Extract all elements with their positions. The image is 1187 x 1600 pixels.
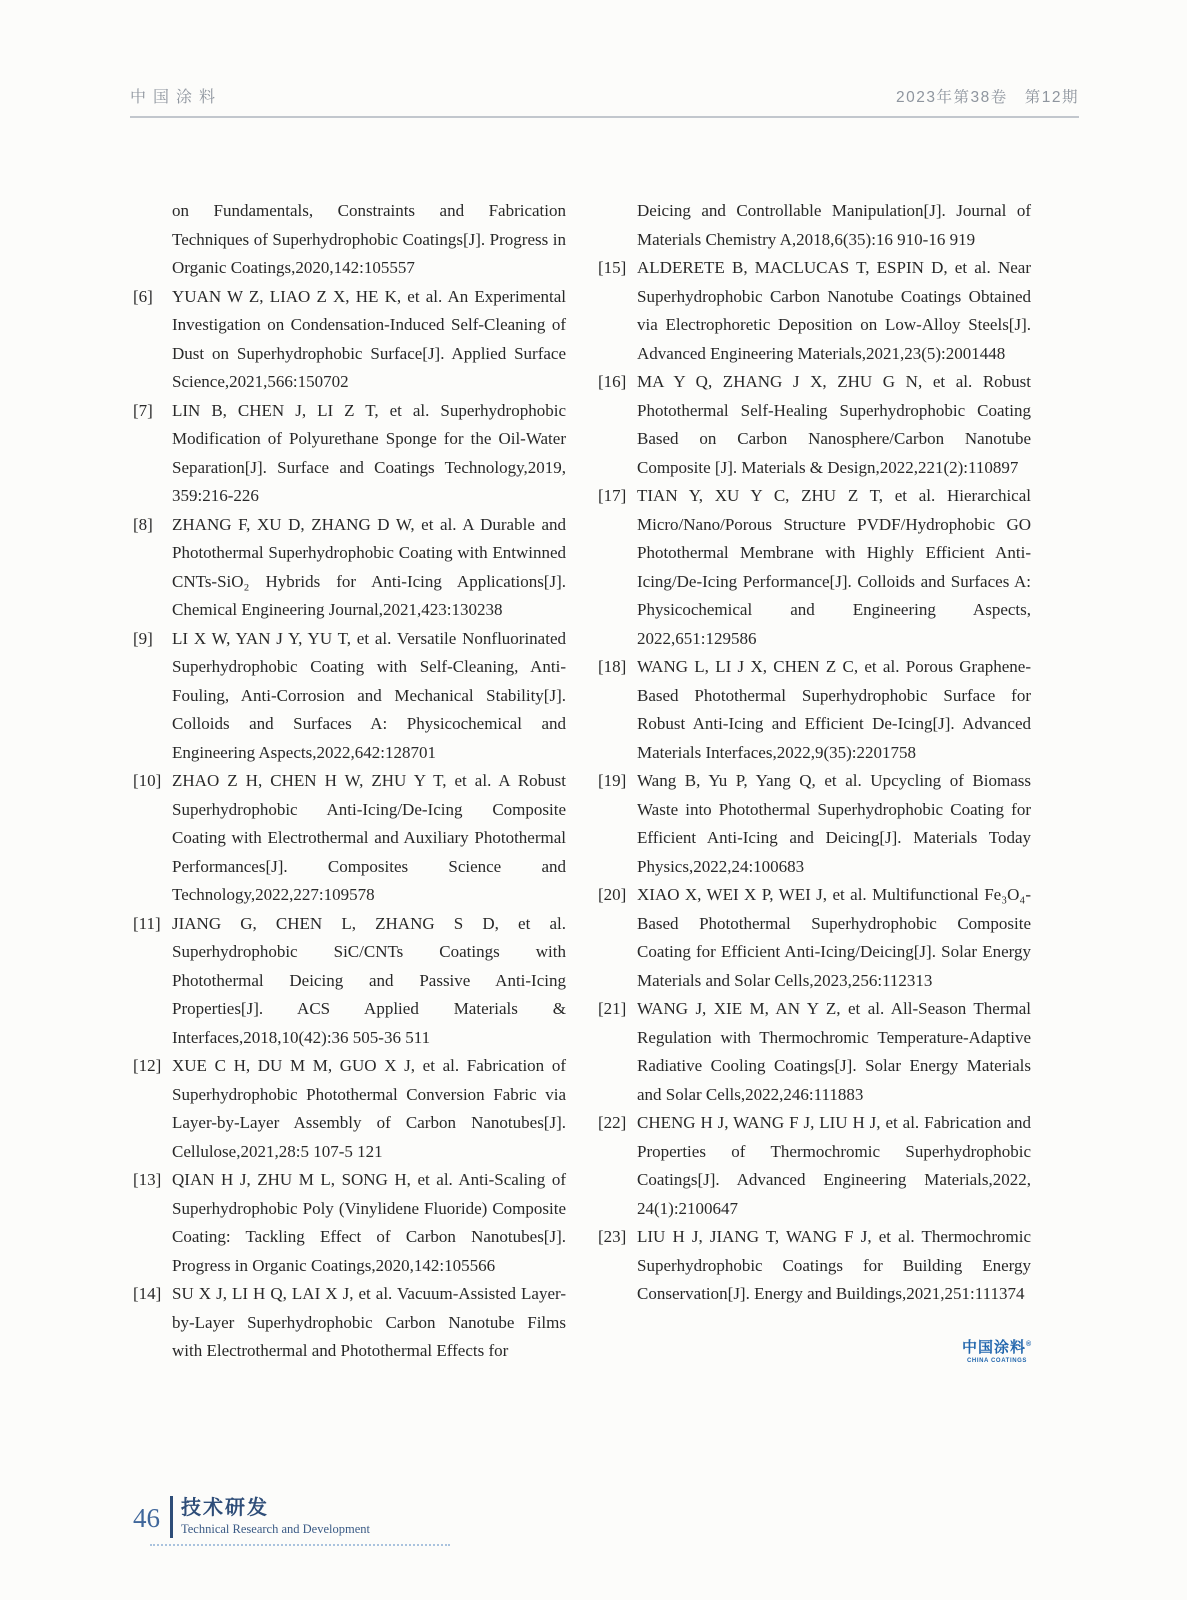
reference-number: [12] [133, 1056, 162, 1075]
page-footer [133, 1496, 370, 1538]
reference-item [133, 625, 566, 768]
reference-number: [13] [133, 1170, 162, 1189]
reference-text: TIAN Y, XU Y C, ZHU Z T, et al. Hierarchical Micro/Nano/Porous Structure PVDF/Hydrophobic GO Photothermal Membrane with Highly Efficient Anti-Icing/De-Icing Performance[J]. Colloids and Surfaces A: Physicochemical and Engineering Aspects, 2022,651:129586 [637, 486, 1031, 648]
reference-item [598, 368, 1031, 482]
reference-text: ZHANG F, XU D, ZHANG D W, et al. A Durable and Photothermal Superhydrophobic Coating with Entwinned CNTs-SiO₂ Hybrids for Anti-Icing Applications[J]. Chemical Engineering Journal,2021,423:130238 [172, 514, 566, 619]
reference-item [598, 1223, 1031, 1309]
reference-number: [10] [133, 771, 162, 790]
reference-text: Wang B, Yu P, Yang Q, et al. Upcycling of Biomass Waste into Photothermal Superhydrophobic Coating for Efficient Anti-Icing and Deicing[J]. Materials Today Physics,2022,24:100683 [637, 771, 1031, 876]
reference-item [133, 197, 566, 283]
reference-number: [18] [598, 657, 627, 676]
references-section [133, 197, 1031, 1366]
reference-item [598, 1109, 1031, 1223]
reference-text: CHENG H J, WANG F J, LIU H J, et al. Fabrication and Properties of Thermochromic Superhydrophobic Coatings[J]. Advanced Engineering Materials,2022, 24(1):2100647 [637, 1113, 1031, 1218]
registered-mark: ® [1026, 1341, 1033, 1348]
reference-text: LIU H J, JIANG T, WANG F J, et al. Thermochromic Superhydrophobic Coatings for Building Energy Conservation[J]. Energy and Buildings,2021,251:111374 [637, 1227, 1031, 1303]
logo-text-zh: 中国涂料® [962, 1339, 1033, 1356]
reference-text: MA Y Q, ZHANG J X, ZHU G N, et al. Robust Photothermal Self-Healing Superhydrophobic Coating Based on Carbon Nanosphere/Carbon Nanotube Composite [J]. Materials & Design,2022,221(2):110897 [637, 372, 1031, 477]
logo-text-en: CHINA COATINGS [966, 1358, 1028, 1364]
section-title-zh: 技术研发 [181, 1497, 269, 1519]
section-title-en: Technical Research and Development [181, 1522, 370, 1536]
reference-number: [7] [133, 400, 153, 420]
reference-number: [8] [133, 514, 153, 534]
reference-item [133, 1052, 566, 1166]
page-header [130, 84, 1079, 118]
reference-number: [19] [598, 771, 627, 790]
reference-item [133, 1166, 566, 1280]
reference-text: WANG J, XIE M, AN Y Z, et al. All-Season Thermal Regulation with Thermochromic Temperature-Adaptive Radiative Cooling Coatings[J]. Solar Energy Materials and Solar Cells,2022,246:111883 [637, 999, 1031, 1104]
china-coatings-logo [962, 1336, 1032, 1364]
reference-number: [9] [133, 628, 153, 648]
footer-dotted-line [150, 1544, 450, 1546]
reference-item [133, 283, 566, 397]
reference-text: YUAN W Z, LIAO Z X, HE K, et al. An Experimental Investigation on Condensation-Induced Self-Cleaning of Dust on Superhydrophobic Surface[J]. Applied Surface Science,2021,566:150702 [172, 286, 566, 391]
reference-item [133, 1280, 566, 1366]
reference-text: XIAO X, WEI X P, WEI J, et al. Multifunctional Fe₃O₄-Based Photothermal Superhydrophobic Composite Coating for Efficient Anti-Icing/Deicing[J]. Solar Energy Materials and Solar Cells,2023,256:112313 [637, 885, 1031, 990]
reference-number: [16] [598, 372, 627, 391]
reference-item [133, 910, 566, 1053]
reference-number: [20] [598, 885, 627, 904]
reference-number: [22] [598, 1113, 627, 1132]
reference-text: QIAN H J, ZHU M L, SONG H, et al. Anti-Scaling of Superhydrophobic Poly (Vinylidene Fluoride) Composite Coating: Tackling Effect of Carbon Nanotubes[J]. Progress in Organic Coatings,2020,142:105566 [172, 1170, 566, 1275]
section-title-block [181, 1496, 370, 1538]
reference-text: JIANG G, CHEN L, ZHANG S D, et al. Superhydrophobic SiC/CNTs Coatings with Photothermal Deicing and Passive Anti-Icing Properties[J]. ACS Applied Materials & Interfaces,2018,10(42):36 505-36 511 [172, 913, 566, 1047]
issue-info: 2023年第38卷 第12期 [896, 89, 1079, 106]
reference-item [133, 767, 566, 910]
references-right-column [598, 197, 1031, 1366]
reference-text: ALDERETE B, MACLUCAS T, ESPIN D, et al. Near Superhydrophobic Carbon Nanotube Coatings Obtained via Electrophoretic Deposition on Low-Alloy Steels[J]. Advanced Engineering Materials,2021,23(5):2001448 [637, 258, 1031, 363]
journal-name: 中国涂料 [130, 89, 223, 106]
footer-divider-bar [170, 1496, 173, 1538]
reference-number: [17] [598, 486, 627, 505]
reference-number: [21] [598, 999, 627, 1018]
page-number: 46 [133, 1503, 160, 1533]
reference-text: Deicing and Controllable Manipulation[J]. Journal of Materials Chemistry A,2018,6(35):16 910-16 919 [637, 201, 1031, 249]
reference-text: on Fundamentals, Constraints and Fabrication Techniques of Superhydrophobic Coatings[J]. Progress in Organic Coatings,2020,142:105557 [172, 201, 566, 277]
reference-item [598, 767, 1031, 881]
reference-item [133, 511, 566, 625]
reference-number: [23] [598, 1227, 627, 1246]
reference-number: [14] [133, 1284, 162, 1303]
reference-item [598, 881, 1031, 995]
reference-item [598, 254, 1031, 368]
reference-item [598, 482, 1031, 653]
reference-item [598, 995, 1031, 1109]
reference-text: SU X J, LI H Q, LAI X J, et al. Vacuum-Assisted Layer-by-Layer Superhydrophobic Carbon Nanotube Films with Electrothermal and Photothermal Effects for [172, 1284, 566, 1360]
reference-text: XUE C H, DU M M, GUO X J, et al. Fabrication of Superhydrophobic Photothermal Conversion Fabric via Layer-by-Layer Assembly of Carbon Nanotubes[J]. Cellulose,2021,28:5 107-5 121 [172, 1056, 566, 1161]
references-left-column [133, 197, 566, 1366]
reference-text: LI X W, YAN J Y, YU T, et al. Versatile Nonfluorinated Superhydrophobic Coating with Self-Cleaning, Anti-Fouling, Anti-Corrosion and Mechanical Stability[J]. Colloids and Surfaces A: Physicochemical and Engineering Aspects,2022,642:128701 [172, 628, 566, 762]
reference-text: ZHAO Z H, CHEN H W, ZHU Y T, et al. A Robust Superhydrophobic Anti-Icing/De-Icing Composite Coating with Electrothermal and Auxiliary Photothermal Performances[J]. Composites Science and Technology,2022,227:109578 [172, 771, 566, 904]
reference-text: WANG L, LI J X, CHEN Z C, et al. Porous Graphene-Based Photothermal Superhydrophobic Surface for Robust Anti-Icing and Efficient De-Icing[J]. Advanced Materials Interfaces,2022,9(35):2201758 [637, 657, 1031, 762]
reference-item [133, 397, 566, 511]
reference-text: LIN B, CHEN J, LI Z T, et al. Superhydrophobic Modification of Polyurethane Sponge for the Oil-Water Separation[J]. Surface and Coatings Technology,2019, 359:216-226 [172, 400, 566, 505]
reference-item [598, 197, 1031, 254]
reference-number: [11] [133, 913, 161, 933]
reference-number: [15] [598, 258, 627, 277]
reference-number: [6] [133, 286, 153, 306]
reference-item [598, 653, 1031, 767]
